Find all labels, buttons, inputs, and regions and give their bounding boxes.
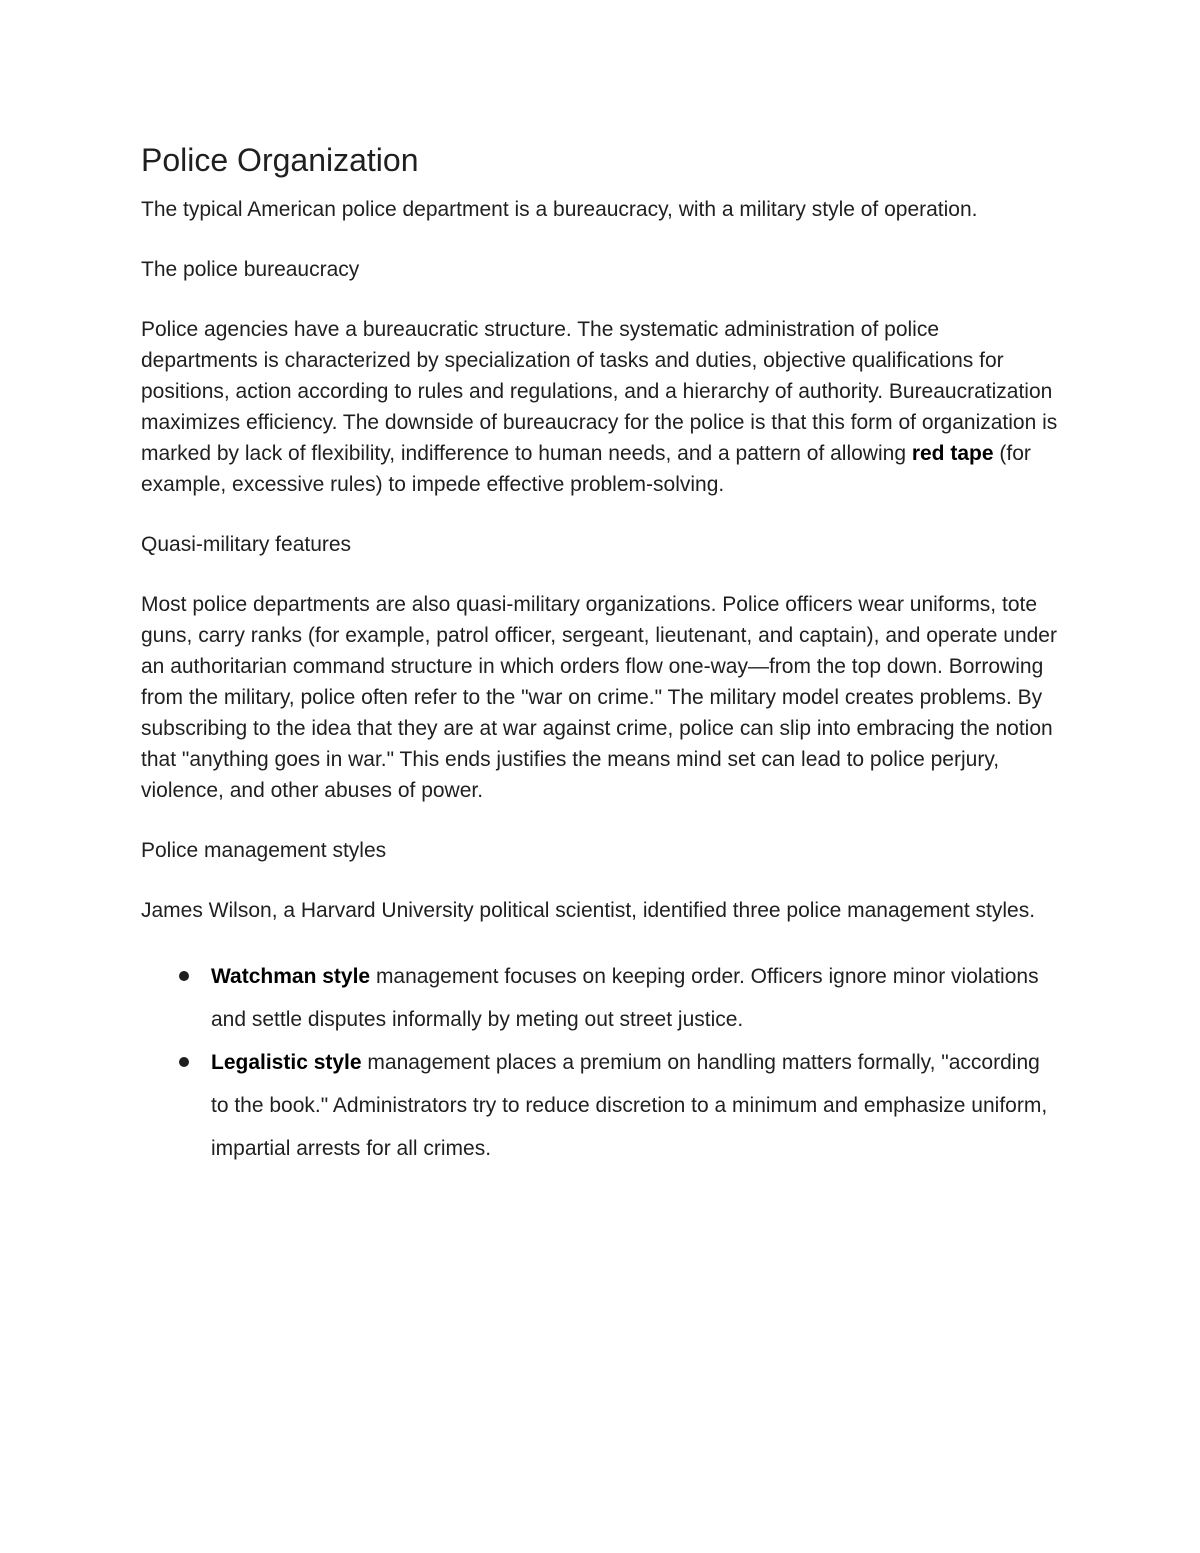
- list-item: [211, 1041, 1061, 1170]
- legalistic-style-text: management places a premium on handling matters formally, "according to the book." Administrators try to reduce discretion to a minimum and emphasize uniform, impartial arrests for all crimes.: [211, 1051, 1048, 1160]
- legalistic-style-term: Legalistic style: [211, 1051, 362, 1074]
- management-styles-list: [141, 955, 1061, 1170]
- bullet-icon: [179, 1057, 189, 1067]
- watchman-style-term: Watchman style: [211, 965, 371, 988]
- quasi-military-paragraph: Most police departments are also quasi-military organizations. Police officers wear uniforms, tote guns, carry ranks (for example, patrol officer, sergeant, lieutenant, and captain), and operate under an authoritarian command structure in which orders flow one-way—from the top down. Borrowing from the military, police often refer to the "war on crime." The military model creates problems. By subscribing to the idea that they are at war against crime, police can slip into embracing the notion that "anything goes in war." This ends justifies the means mind set can lead to police perjury, violence, and other abuses of power.: [141, 593, 1057, 802]
- watchman-style-text: management focuses on keeping order. Officers ignore minor violations and settle disputes informally by meting out street justice.: [211, 965, 1039, 1031]
- bureaucracy-text-end: (for example, excessive rules) to impede effective problem-solving.: [141, 442, 1031, 496]
- quasi-military-heading: Quasi-military features: [141, 533, 352, 556]
- management-heading: Police management styles: [141, 839, 387, 862]
- list-item: [211, 955, 1061, 1041]
- bullet-icon: [179, 971, 189, 981]
- page-title: Police Organization: [141, 142, 419, 178]
- red-tape-term: red tape: [911, 442, 994, 465]
- bureaucracy-paragraph: [141, 314, 1061, 500]
- bureaucracy-text-start: Police agencies have a bureaucratic structure. The systematic administration of police departments is characterized by specialization of tasks and duties, objective qualifications for positions, action according to rules and regulations, and a hierarchy of authority. Bureaucratization maximizes efficiency. The downside of bureaucracy for the police is that this form of organization is marked by lack of flexibility, indifference to human needs, and a pattern of allowing: [141, 318, 1058, 465]
- intro-paragraph: The typical American police department is a bureaucracy, with a military style of operation.: [141, 198, 978, 221]
- management-intro: James Wilson, a Harvard University political scientist, identified three police management styles.: [141, 899, 1036, 922]
- bureaucracy-heading: The police bureaucracy: [141, 258, 360, 281]
- document-page: [141, 138, 1061, 1170]
